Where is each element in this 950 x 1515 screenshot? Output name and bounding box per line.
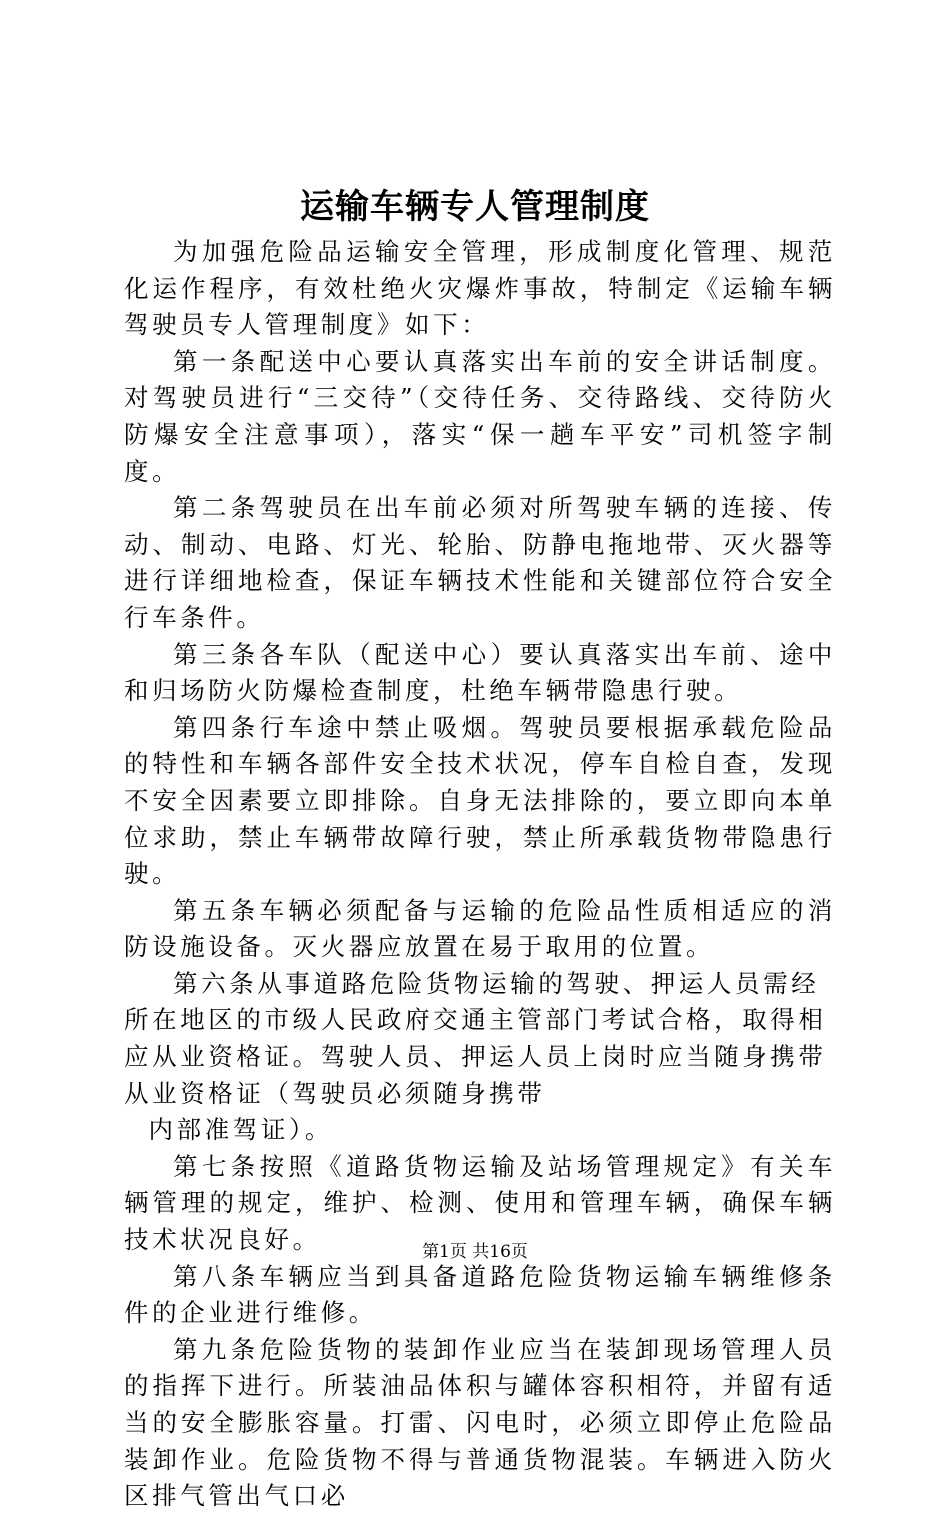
intro-paragraph: 为加强危险品运输安全管理，形成制度化管理、规范化运作程序，有效杜绝火灾爆炸事故，特制定《运输车辆驾驶员专人管理制度》如下： (124, 237, 836, 340)
article-7-paragraph: 第七条按照《道路货物运输及站场管理规定》有关车辆管理的规定，维护、检测、使用和管理车辆，确保车辆技术状况良好。 (124, 1151, 836, 1255)
page-footer: 第1页 共16页 (422, 1242, 528, 1262)
document-body (124, 234, 836, 1515)
article-5-paragraph: 第五条车辆必须配备与运输的危险品性质相适应的消防设施设备。灭火器应放置在易于取用的位置。 (124, 895, 836, 962)
article-4-paragraph: 第四条行车途中禁止吸烟。驾驶员要根据承载危险品的特性和车辆各部件安全技术状况，停车自检自查，发现不安全因素要立即排除。自身无法排除的，要立即向本单位求助，禁止车辆带故障行驶，禁止所承载货物带隐患行驶。 (124, 712, 836, 889)
article-6-continuation: 内部准驾证）。 (148, 1115, 333, 1145)
article-3-paragraph: 第三条各车队（配送中心）要认真落实出车前、途中和归场防火防爆检查制度，杜绝车辆带隐患行驶。 (124, 639, 836, 706)
article-6-paragraph: 第六条从事道路危险货物运输的驾驶、押运人员需经所在地区的市级人民政府交通主管部门考试合格，取得相应从业资格证。驾驶人员、押运人员上岗时应当随身携带从业资格证（驾驶员必须随身携带 (124, 968, 827, 1108)
article-8-paragraph: 第八条车辆应当到具备道路危险货物运输车辆维修条件的企业进行维修。 (124, 1261, 836, 1328)
article-1-paragraph: 第一条配送中心要认真落实出车前的安全讲话制度。对驾驶员进行“三交待”（交待任务、交待路线、交待防火防爆安全注意事项），落实“保一趟车平安”司机签字制度。 (124, 346, 836, 486)
article-2-paragraph: 第二条驾驶员在出车前必须对所驾驶车辆的连接、传动、制动、电路、灯光、轮胎、防静电拖地带、灭火器等进行详细地检查，保证车辆技术性能和关键部位符合安全行车条件。 (124, 493, 836, 632)
article-9-paragraph: 第九条危险货物的装卸作业应当在装卸现场管理人员的指挥下进行。所装油品体积与罐体容积相符，并留有适当的安全膨胀容量。打雷、闪电时，必须立即停止危险品装卸作业。危险货物不得与普通货物混装。车辆进入防火区排气管出气口必 (124, 1334, 836, 1511)
document-title: 运输车辆专人管理制度 (300, 187, 650, 227)
